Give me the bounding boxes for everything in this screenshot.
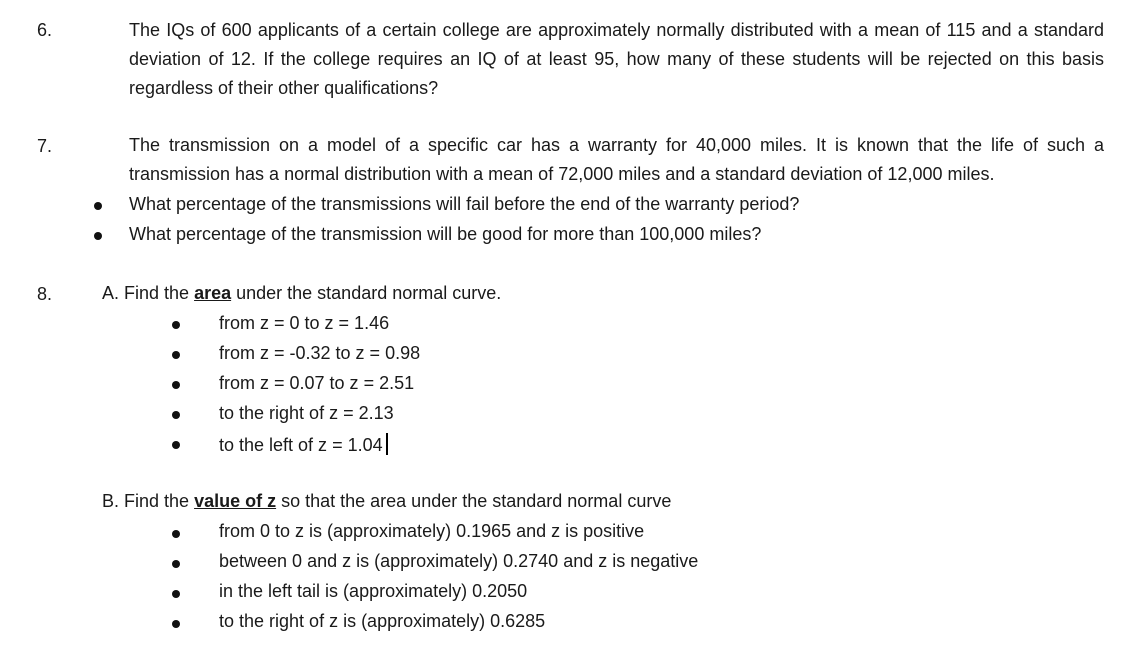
question-8a-item-2: from z = -0.32 to z = 0.98 xyxy=(219,343,421,363)
question-8a-suffix: under the standard normal curve. xyxy=(231,283,502,303)
bullet-icon xyxy=(172,441,180,449)
question-8a-item-1: from z = 0 to z = 1.46 xyxy=(219,313,390,333)
question-8a-item-5: to the left of z = 1.04 xyxy=(219,435,383,455)
question-8-number: 8. xyxy=(37,284,53,304)
bullet-icon xyxy=(172,351,180,359)
bullet-icon xyxy=(172,620,180,628)
question-8a-item-3: from z = 0.07 to z = 2.51 xyxy=(219,373,415,393)
question-8b-suffix: so that the area under the standard normal curve xyxy=(276,491,672,511)
bullet-icon xyxy=(172,590,180,598)
question-6-number: 6. xyxy=(37,20,53,40)
question-8b-item-3: in the left tail is (approximately) 0.2050 xyxy=(219,581,528,601)
question-6-text: The IQs of 600 applicants of a certain college are approximately normally distributed with a mean of 115 and a standard deviation of 12. If the college requires an IQ of at least 95, how many of these students will be rejected on this basis regardless of their other qualifications? xyxy=(129,20,1104,98)
bullet-icon xyxy=(172,530,180,538)
question-8a-item-5-row[interactable] xyxy=(219,433,388,456)
question-8b-prefix: B. Find the xyxy=(102,491,195,511)
question-8a-item-4: to the right of z = 2.13 xyxy=(219,403,394,423)
bullet-icon xyxy=(94,232,102,240)
bullet-icon xyxy=(172,381,180,389)
question-8b-item-1: from 0 to z is (approximately) 0.1965 and z is positive xyxy=(219,521,645,541)
question-7-number: 7. xyxy=(37,136,53,156)
question-8a-emphasis: area xyxy=(194,283,232,303)
question-7-bullet-2: What percentage of the transmission will be good for more than 100,000 miles? xyxy=(129,224,762,244)
question-8b-item-4: to the right of z is (approximately) 0.6285 xyxy=(219,611,546,631)
question-8b-emphasis: value of z xyxy=(194,491,277,511)
bullet-icon xyxy=(172,560,180,568)
bullet-icon xyxy=(172,411,180,419)
question-8a-prefix: A. Find the xyxy=(102,283,195,303)
question-7-bullet-1: What percentage of the transmissions will fail before the end of the warranty period? xyxy=(129,194,800,214)
question-8a-heading xyxy=(102,283,501,304)
question-8b-item-2: between 0 and z is (approximately) 0.2740 and z is negative xyxy=(219,551,699,571)
text-cursor xyxy=(386,433,388,455)
question-7-text: The transmission on a model of a specific car has a warranty for 40,000 miles. It is known that the life of such a transmission has a normal distribution with a mean of 72,000 miles and a standard deviation of 12,000 miles. xyxy=(129,135,1104,184)
bullet-icon xyxy=(94,202,102,210)
bullet-icon xyxy=(172,321,180,329)
question-8b-heading xyxy=(102,491,671,512)
